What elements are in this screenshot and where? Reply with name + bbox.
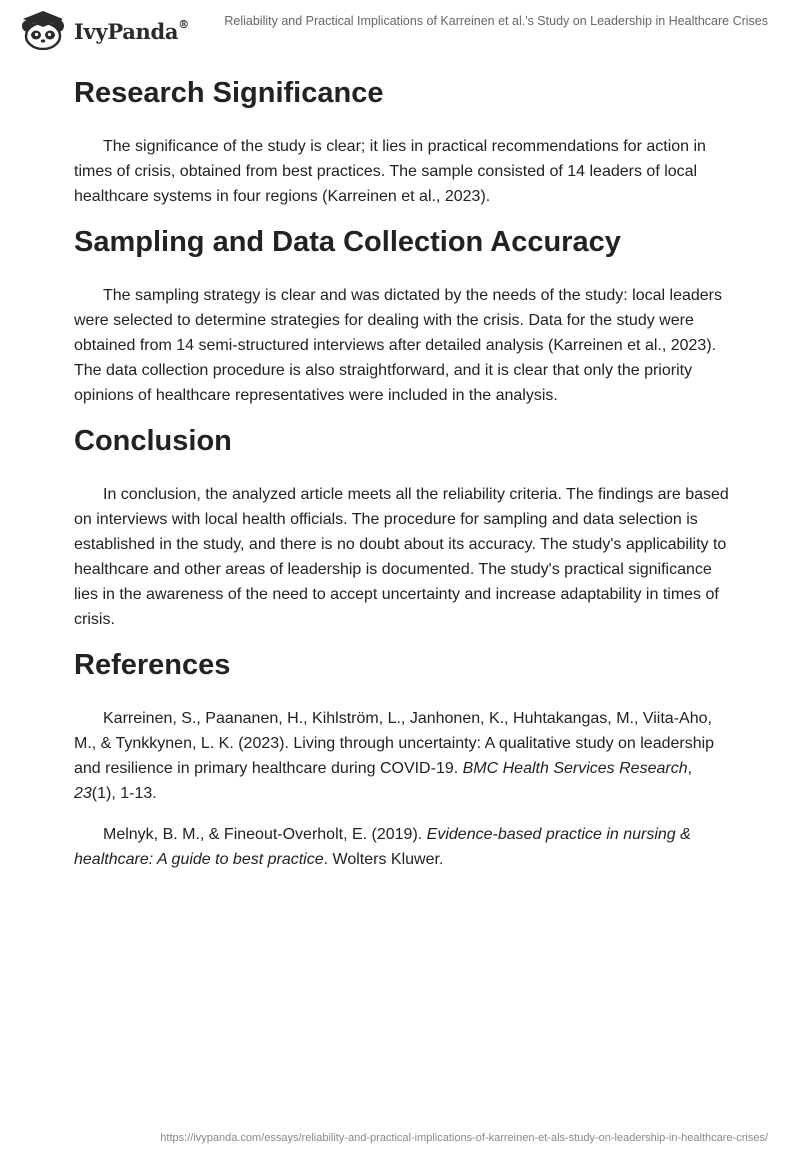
registered-mark: ® [178,17,189,31]
reference-karreinen [74,706,734,806]
ivypanda-logo[interactable] [16,8,189,50]
essay-content [74,72,734,872]
paragraph-sampling-accuracy: The sampling strategy is clear and was dictated by the needs of the study: local leaders were selected to determine strategies for dealing with the crisis. Data for the study were obtained from 14 semi-structured interviews after detailed analysis (Karreinen et al., 2023). The data collection procedure is also straightforward, and it is clear that only the priority opinions of healthcare representatives were included in the analysis. [74,287,723,404]
reference-karreinen-sep: , [687,760,693,777]
source-url-link[interactable]: https://ivypanda.com/essays/reliability-and-practical-implications-of-karreinen-et-als-study-on-leadership-in-healthcare-crises/ [160,1132,768,1144]
reference-karreinen-authors: Karreinen, S., Paananen, H., Kihlström, L., Janhonen, K., Huhtakangas, M., Viita-Aho, M., & Tynkkynen, L. K. (2023). Living through uncertainty: A qualitative study on leadership and resilience in primary healthcare during COVID-19. [74,710,715,777]
reference-melnyk-publisher: . Wolters Kluwer. [323,851,444,868]
reference-melnyk [74,822,734,872]
reference-karreinen-volume: 23 [74,785,92,802]
heading-conclusion: Conclusion [74,425,232,457]
reference-melnyk-title: Evidence-based practice in nursing & healthcare: A guide to best practice [74,826,691,868]
reference-karreinen-journal: BMC Health Services Research [462,760,688,777]
paragraph-research-significance: The significance of the study is clear; it lies in practical recommendations for action in times of crisis, obtained from best practices. The sample consisted of 14 leaders of local healthcare systems in four regions (Karreinen et al., 2023). [74,138,706,205]
panda-graduation-icon [16,8,70,50]
heading-research-significance: Research Significance [74,77,384,109]
page-header [0,0,800,60]
reference-melnyk-authors: Melnyk, B. M., & Fineout-Overholt, E. (2019). [103,826,427,843]
heading-sampling-accuracy: Sampling and Data Collection Accuracy [74,226,621,258]
reference-karreinen-pages: (1), 1-13. [91,785,157,802]
document-title: Reliability and Practical Implications of Karreinen et al.'s Study on Leadership in Healthcare Crises [224,14,768,28]
paragraph-conclusion: In conclusion, the analyzed article meets all the reliability criteria. The findings are based on interviews with local health officials. The procedure for sampling and data selection is established in the study, and there is no doubt about its accuracy. The study's applicability to healthcare and other areas of leadership is documented. The study's practical significance lies in the awareness of the need to accept uncertainty and increase adaptability in times of crisis. [74,486,729,628]
heading-references: References [74,649,231,681]
logo-wordmark: IvyPanda® [74,17,189,44]
